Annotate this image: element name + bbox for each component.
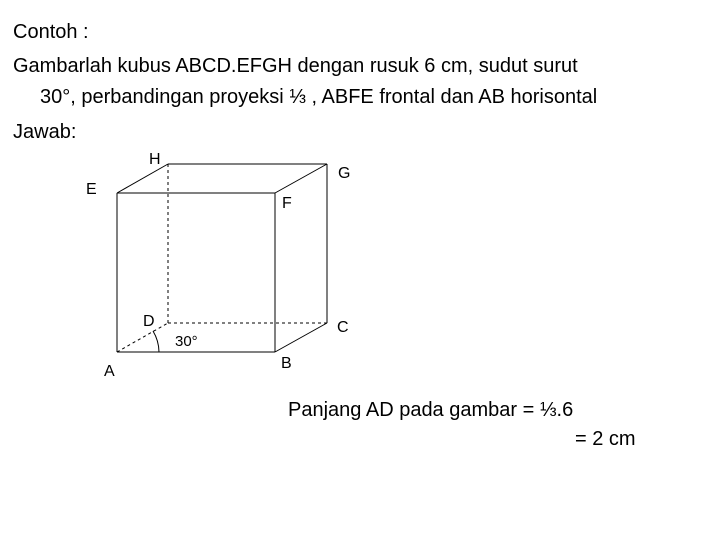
edge-fg <box>275 164 327 193</box>
vertex-label-e: E <box>86 181 97 198</box>
vertex-label-d: D <box>143 313 155 330</box>
answer-line-1: Panjang AD pada gambar = ⅓.6 <box>288 399 574 421</box>
vertex-label-c: C <box>337 319 349 336</box>
angle-arc <box>153 331 159 352</box>
answer-heading: Jawab: <box>13 121 77 143</box>
vertex-label-f: F <box>282 195 292 212</box>
example-heading: Contoh : <box>13 21 89 43</box>
answer-line-2: = 2 cm <box>575 428 636 450</box>
angle-label: 30° <box>175 333 198 350</box>
vertex-label-h: H <box>149 151 161 168</box>
edge-eh <box>117 164 168 193</box>
vertex-label-g: G <box>338 165 351 182</box>
edge-bc <box>275 323 327 352</box>
vertex-label-a: A <box>104 363 115 380</box>
problem-line-1: Gambarlah kubus ABCD.EFGH dengan rusuk 6 cm, sudut surut <box>13 55 578 77</box>
problem-line-2: 30°, perbandingan proyeksi ⅓ , ABFE frontal dan AB horisontal <box>40 86 598 108</box>
vertex-label-b: B <box>281 355 292 372</box>
